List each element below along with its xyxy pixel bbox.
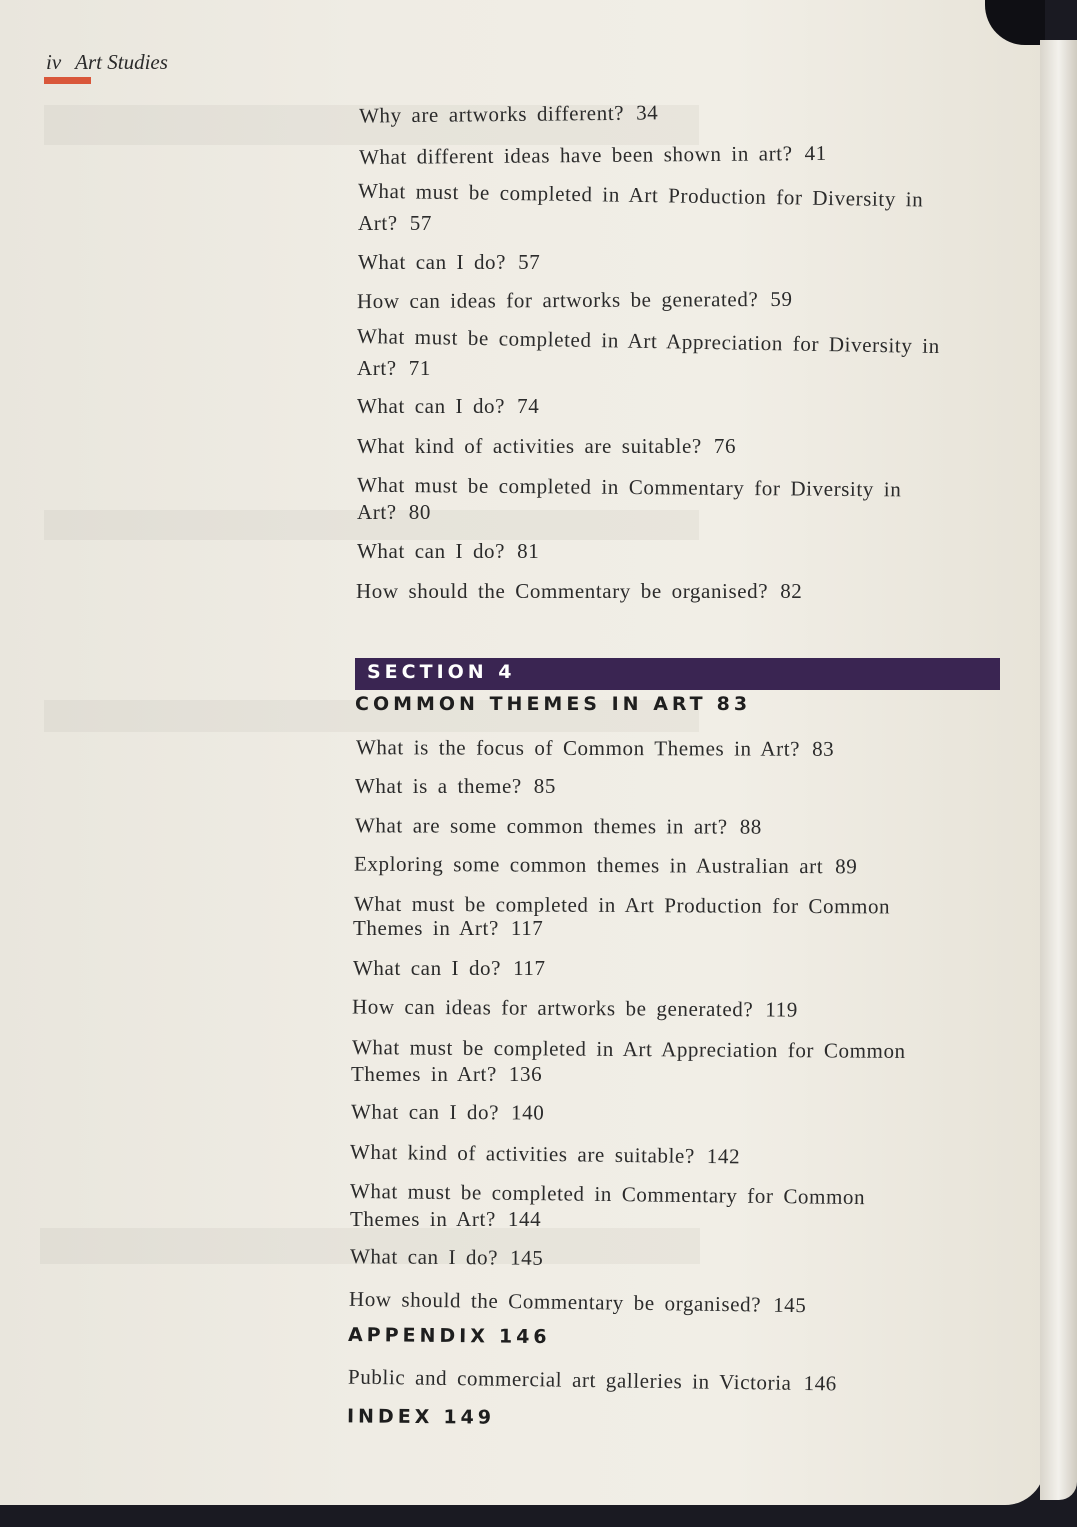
background-corner <box>985 0 1045 45</box>
toc-entry: What can I do? 57 <box>358 250 541 274</box>
header-accent-bar <box>44 77 91 84</box>
toc-entry: Exploring some common themes in Australian art 89 <box>353 851 858 879</box>
header-title: Art Studies <box>75 50 168 74</box>
toc-entry: Why are artworks different? 34 <box>358 100 659 128</box>
toc-entry: What is the focus of Common Themes in Art? 83 <box>355 735 835 761</box>
header-page-number: iv <box>46 50 62 74</box>
toc-entry: What is a theme? 85 <box>355 774 556 798</box>
toc-entry: What can I do? 145 <box>349 1244 544 1270</box>
section-banner <box>355 658 1000 690</box>
toc-entry: What must be completed in Commentary for Common <box>349 1178 866 1210</box>
toc-entry: How can ideas for artworks be generated? 119 <box>351 994 798 1022</box>
toc-entry-continued: Themes in Art? 144 <box>350 1207 542 1231</box>
toc-entry: What kind of activities are suitable? 76 <box>357 434 737 458</box>
toc-entry: How should the Commentary be organised? 82 <box>356 579 803 603</box>
toc-entry: What must be completed in Art Appreciation for Diversity in <box>356 323 941 359</box>
toc-entry: What can I do? 81 <box>357 539 540 563</box>
section-label: SECTION 4 <box>367 661 516 683</box>
toc-entry: What are some common themes in art? 88 <box>354 813 762 839</box>
toc-entry: What must be completed in Art Production for Common <box>353 891 891 919</box>
toc-entry: What must be completed in Commentary for Diversity in <box>356 472 902 502</box>
toc-entry: What must be completed in Art Appreciation for Common <box>351 1035 906 1063</box>
toc-entry-continued: Themes in Art? 136 <box>351 1062 543 1086</box>
section-title: COMMON THEMES IN ART 83 <box>355 693 752 715</box>
running-header <box>46 50 168 75</box>
toc-entry: What can I do? 140 <box>350 1099 545 1125</box>
toc-entry: Public and commercial art galleries in Victoria 146 <box>347 1364 838 1396</box>
toc-entry: What different ideas have been shown in art? 41 <box>358 140 827 170</box>
toc-entry-continued: Themes in Art? 117 <box>353 916 544 940</box>
toc-entry: What can I do? 74 <box>357 394 540 418</box>
toc-entry: How can ideas for artworks be generated? 59 <box>356 286 793 314</box>
toc-entry: What must be completed in Art Production for Diversity in <box>357 178 924 212</box>
toc-entry: What can I do? 117 <box>353 956 546 980</box>
toc-entry-continued: Art? 57 <box>358 211 432 235</box>
toc-entry: What kind of activities are suitable? 142 <box>349 1139 741 1169</box>
appendix-title: APPENDIX 146 <box>347 1323 551 1349</box>
toc-entry-continued: Art? 71 <box>357 356 431 380</box>
toc-entry-continued: Art? 80 <box>357 500 431 524</box>
page-edge <box>1040 40 1077 1500</box>
index-title: INDEX 149 <box>346 1405 496 1429</box>
toc-entry: How should the Commentary be organised? 145 <box>348 1286 807 1318</box>
